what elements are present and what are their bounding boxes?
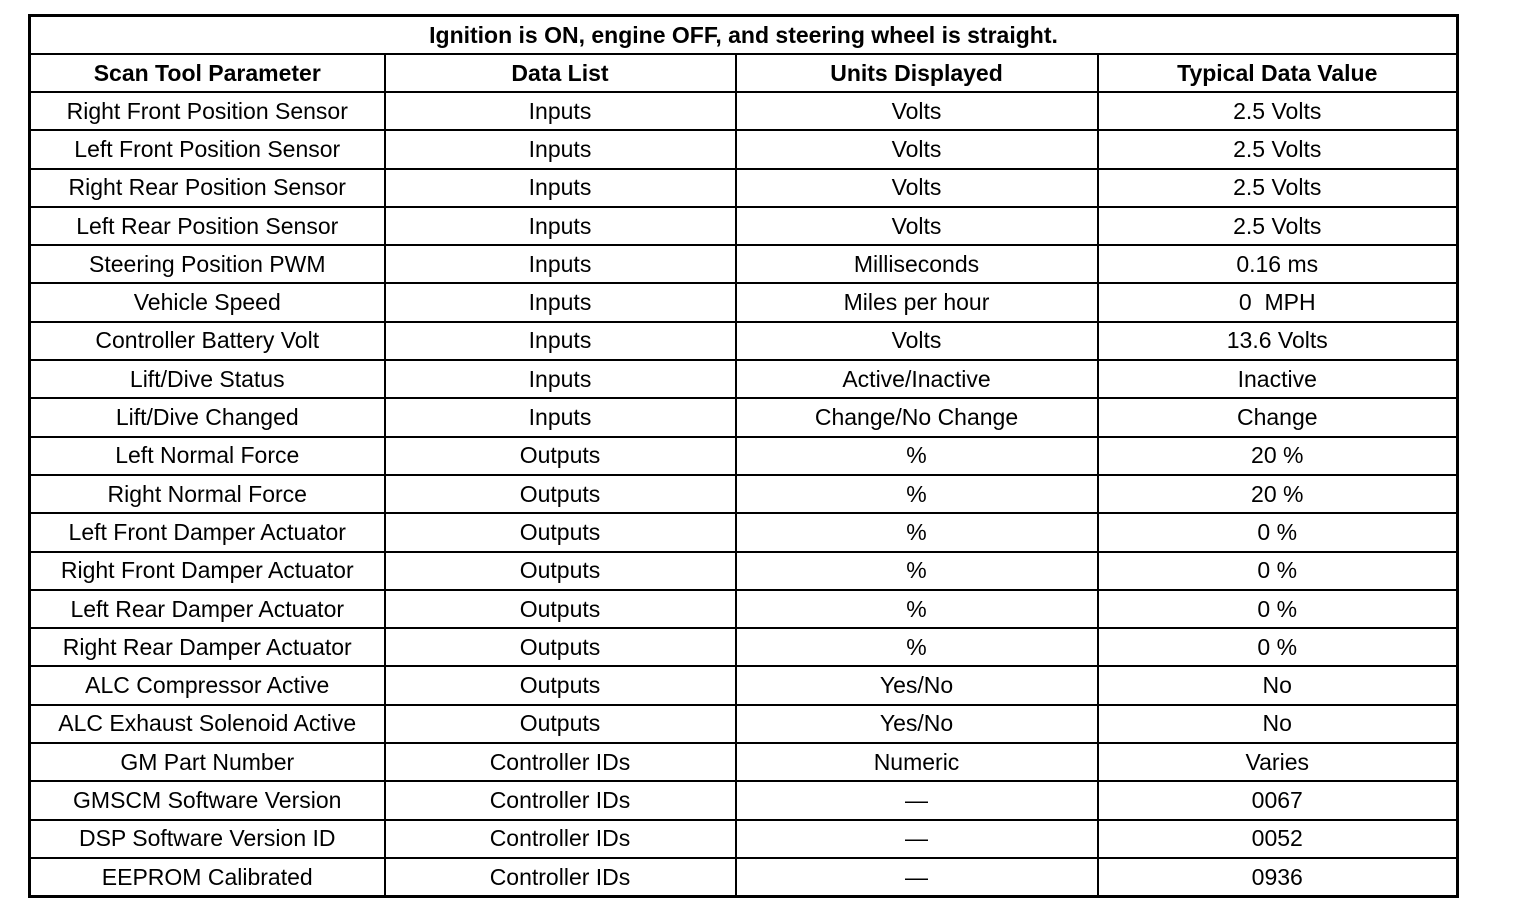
table-row [30,92,1458,130]
column-header-typical-data-value: Typical Data Value [1098,54,1458,92]
typical-value-cell: 2.5 Volts [1098,207,1458,245]
units-cell: % [736,513,1098,551]
table-row [30,475,1458,513]
typical-value-cell: 0 % [1098,513,1458,551]
scan-tool-data-sheet [28,14,1456,898]
data-list-cell: Inputs [385,283,736,321]
table-title: Ignition is ON, engine OFF, and steering wheel is straight. [30,16,1458,55]
table-row [30,169,1458,207]
units-cell: — [736,820,1098,858]
table-row [30,207,1458,245]
data-list-cell: Controller IDs [385,858,736,897]
typical-value-cell: 0 % [1098,628,1458,666]
typical-value-cell: No [1098,705,1458,743]
table-row [30,437,1458,475]
table-row [30,245,1458,283]
units-cell: Volts [736,322,1098,360]
parameter-cell: DSP Software Version ID [30,820,385,858]
data-list-cell: Inputs [385,207,736,245]
column-header-data-list: Data List [385,54,736,92]
parameter-cell: Right Rear Damper Actuator [30,628,385,666]
parameter-cell: Left Rear Position Sensor [30,207,385,245]
units-cell: % [736,590,1098,628]
parameter-cell: Left Rear Damper Actuator [30,590,385,628]
table-row [30,743,1458,781]
data-list-cell: Controller IDs [385,820,736,858]
parameter-cell: GM Part Number [30,743,385,781]
units-cell: Change/No Change [736,398,1098,436]
data-list-cell: Controller IDs [385,743,736,781]
units-cell: Volts [736,207,1098,245]
units-cell: % [736,475,1098,513]
typical-value-cell: 0067 [1098,781,1458,819]
typical-value-cell: 0 % [1098,590,1458,628]
typical-value-cell: 0.16 ms [1098,245,1458,283]
typical-value-cell: 13.6 Volts [1098,322,1458,360]
parameter-cell: ALC Compressor Active [30,666,385,704]
units-cell: % [736,437,1098,475]
data-list-cell: Inputs [385,245,736,283]
units-cell: — [736,858,1098,897]
typical-value-cell: Inactive [1098,360,1458,398]
parameter-cell: Right Front Damper Actuator [30,552,385,590]
table-row [30,398,1458,436]
data-list-cell: Outputs [385,628,736,666]
data-list-cell: Outputs [385,513,736,551]
typical-value-cell: Varies [1098,743,1458,781]
units-cell: Volts [736,169,1098,207]
units-cell: Milliseconds [736,245,1098,283]
table-row [30,552,1458,590]
parameter-cell: GMSCM Software Version [30,781,385,819]
table-row [30,628,1458,666]
typical-value-cell: No [1098,666,1458,704]
units-cell: Active/Inactive [736,360,1098,398]
data-list-cell: Outputs [385,552,736,590]
data-list-cell: Outputs [385,590,736,628]
scan-tool-data-table [28,14,1459,898]
units-cell: Miles per hour [736,283,1098,321]
units-cell: Volts [736,130,1098,168]
table-title-row [30,16,1458,55]
data-list-cell: Outputs [385,475,736,513]
parameter-cell: Controller Battery Volt [30,322,385,360]
table-header-row [30,54,1458,92]
typical-value-cell: 2.5 Volts [1098,130,1458,168]
typical-value-cell: 0052 [1098,820,1458,858]
table-row [30,283,1458,321]
typical-value-cell: 0936 [1098,858,1458,897]
data-list-cell: Controller IDs [385,781,736,819]
column-header-units-displayed: Units Displayed [736,54,1098,92]
parameter-cell: ALC Exhaust Solenoid Active [30,705,385,743]
data-list-cell: Inputs [385,169,736,207]
parameter-cell: EEPROM Calibrated [30,858,385,897]
table-row [30,705,1458,743]
table-row [30,590,1458,628]
units-cell: Yes/No [736,705,1098,743]
units-cell: — [736,781,1098,819]
typical-value-cell: 2.5 Volts [1098,92,1458,130]
data-list-cell: Outputs [385,437,736,475]
units-cell: Numeric [736,743,1098,781]
parameter-cell: Vehicle Speed [30,283,385,321]
table-row [30,820,1458,858]
column-header-scan-tool-parameter: Scan Tool Parameter [30,54,385,92]
data-list-cell: Outputs [385,666,736,704]
typical-value-cell: 2.5 Volts [1098,169,1458,207]
parameter-cell: Left Front Damper Actuator [30,513,385,551]
table-row [30,360,1458,398]
parameter-cell: Lift/Dive Changed [30,398,385,436]
units-cell: % [736,552,1098,590]
data-list-cell: Inputs [385,360,736,398]
parameter-cell: Lift/Dive Status [30,360,385,398]
table-row [30,666,1458,704]
table-row [30,322,1458,360]
data-list-cell: Inputs [385,130,736,168]
parameter-cell: Right Front Position Sensor [30,92,385,130]
units-cell: Yes/No [736,666,1098,704]
parameter-cell: Left Front Position Sensor [30,130,385,168]
typical-value-cell: 20 % [1098,437,1458,475]
data-list-cell: Outputs [385,705,736,743]
table-row [30,781,1458,819]
typical-value-cell: 20 % [1098,475,1458,513]
data-list-cell: Inputs [385,398,736,436]
parameter-cell: Right Normal Force [30,475,385,513]
parameter-cell: Right Rear Position Sensor [30,169,385,207]
data-list-cell: Inputs [385,92,736,130]
typical-value-cell: 0 % [1098,552,1458,590]
parameter-cell: Steering Position PWM [30,245,385,283]
units-cell: % [736,628,1098,666]
typical-value-cell: Change [1098,398,1458,436]
data-list-cell: Inputs [385,322,736,360]
table-row [30,858,1458,897]
table-row [30,130,1458,168]
table-row [30,513,1458,551]
typical-value-cell: 0 MPH [1098,283,1458,321]
parameter-cell: Left Normal Force [30,437,385,475]
units-cell: Volts [736,92,1098,130]
